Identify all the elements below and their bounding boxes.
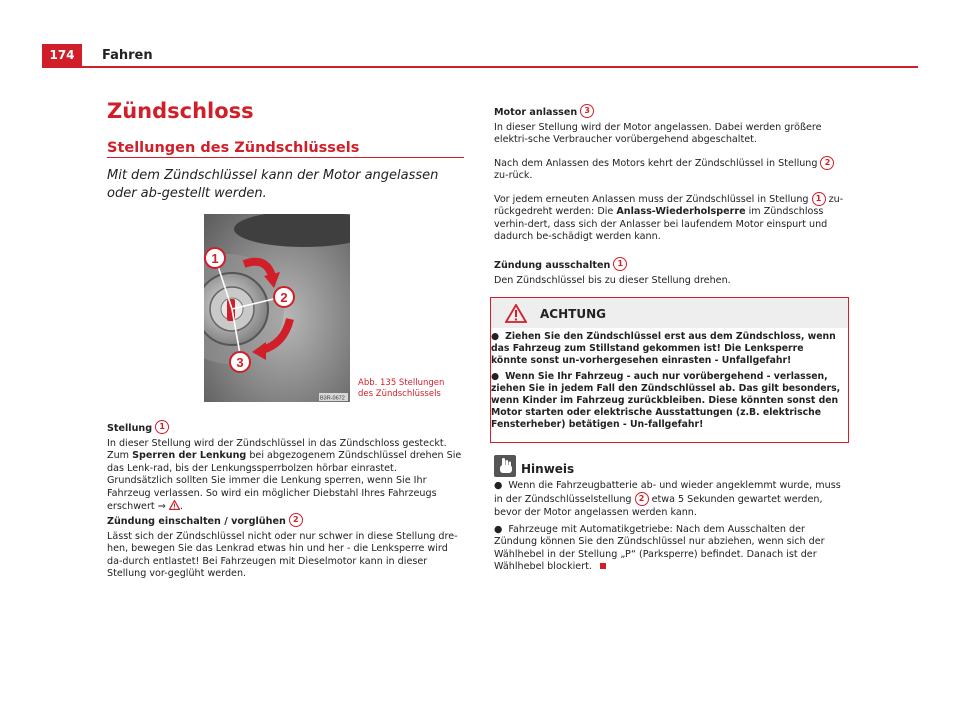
figure-caption-line1: Abb. 135 Stellungen (358, 378, 445, 388)
section-subtitle: Stellungen des Zündschlüssels (107, 140, 360, 156)
note-title: Hinweis (521, 462, 575, 476)
figure-caption-line2: des Zündschlüssels (358, 389, 441, 399)
warning-list (491, 331, 841, 435)
section-title: Zündschloss (107, 99, 254, 123)
page-number: 174 (42, 44, 82, 66)
subtitle-rule (107, 157, 464, 158)
stellung-2-block (107, 509, 464, 581)
position-badge: 3 (580, 104, 594, 118)
warning-header (491, 298, 848, 328)
warning-box (490, 297, 849, 443)
stellung-2-label: Zündung einschalten / vorglühen (107, 516, 286, 527)
chapter-title: Fahren (102, 48, 153, 63)
position-badge: 1 (155, 420, 169, 434)
figure-code: B3R-0672 (320, 395, 345, 402)
end-marker-icon (600, 563, 606, 569)
callout-2-label: 2 (280, 290, 288, 305)
stellung-2-text: Lässt sich der Zündschlüssel nicht oder nur schwer in diese Stellung dre-hen, bewegen Sie das Lenkrad etwas hin und her - die Lenksperre wird da-durch entlastet! Bei Fahrzeugen mit Dieselmotor kann in dieser Stellung vor-geglüht werden. (107, 531, 458, 580)
hand-note-icon (494, 455, 516, 477)
warning-item: ● Wenn Sie Ihr Fahrzeug - auch nur vorübergehend - verlassen, ziehen Sie in jedem Fall den Zündschlüssel ab. Das gilt besonders, wenn Kinder im Fahrzeug zurückbleiben. Diese könnten sonst den Motor starten oder elektrische Ausstattungen (z.B. elektrische Fensterheber) betätigen - Un-fallgefahr! (491, 371, 841, 430)
stellung-1-text: In dieser Stellung wird der Zündschlüssel in das Zündschloss gesteckt. Zum Sperren der Lenkung bei abgezogenem Zündschlüssel drehen Sie das Lenk-rad, bis der Lenkungssperrbolzen hörbar einrastet. Grundsätzlich sollten Sie immer die Lenkung sperren, wenn Sie Ihr Fahrzeug verlassen. So wird ein möglicher Diebstahl Ihres Fahrzeugs erschwert ⇒ . (107, 438, 462, 513)
callout-3-label: 3 (236, 355, 244, 370)
warning-title: ACHTUNG (540, 307, 606, 321)
ignition-lock-illustration (204, 214, 350, 402)
section-intro: Mit dem Zündschlüssel kann der Motor angelassen oder ab-gestellt werden. (107, 168, 439, 201)
warning-item: ● Ziehen Sie den Zündschlüssel erst aus dem Zündschloss, wenn das Fahrzeug zum Stillstand gekommen ist! Die Lenksperre könnte sonst un-vorhergesehen einrasten - Unfallgefahr! (491, 331, 836, 366)
paragraph-return: Nach dem Anlassen des Motors kehrt der Zündschlüssel in Stellung 2 zu-rück. (494, 156, 851, 183)
stellung-3-text: In dieser Stellung wird der Motor angelassen. Dabei werden größere elektri-sche Verbraucher vorübergehend abgeschaltet. (494, 122, 822, 146)
callout-1-label: 1 (211, 251, 219, 266)
stellung-4-text: Den Zündschlüssel bis zu dieser Stellung drehen. (494, 275, 731, 286)
ignition-figure (204, 214, 350, 402)
figure-caption (358, 378, 458, 400)
stellung-1-block (107, 416, 464, 513)
stellung-1-label: Stellung (107, 423, 153, 434)
position-badge: 1 (613, 257, 627, 271)
note-item: ● Wenn die Fahrzeugbatterie ab- und wieder angeklemmt wurde, muss in der Zündschlüsselstellung 2 etwa 5 Sekunden gewartet werden, bevor der Motor angelassen werden kann. (494, 480, 841, 518)
stellung-3-block (494, 100, 851, 147)
warning-triangle-icon (505, 304, 527, 323)
paragraph-restart-lock: Vor jedem erneuten Anlassen muss der Zündschlüssel in Stellung 1 zu-rückgedreht werden: Die Anlass-Wiederholsperre im Zündschloss verhin-dert, dass sich der Anlasser bei laufendem Motor einspurt und dadurch be-schädigt werden kann. (494, 194, 844, 243)
stellung-3-label: Motor anlassen (494, 107, 578, 118)
position-badge: 1 (812, 192, 826, 206)
stellung-4-label: Zündung ausschalten (494, 260, 611, 271)
note-item: ● Fahrzeuge mit Automatikgetriebe: Nach dem Ausschalten der Zündung können Sie den Zündschlüssel nur abziehen, wenn sich der Wählhebel in der Stellung „P“ (Parksperre) befindet. Danach ist der Wählhebel blockiert. (494, 524, 825, 573)
position-badge: 2 (820, 156, 834, 170)
position-badge: 2 (635, 492, 649, 506)
position-badge: 2 (289, 513, 303, 527)
header-rule (42, 66, 918, 68)
stellung-4-block (494, 253, 851, 287)
